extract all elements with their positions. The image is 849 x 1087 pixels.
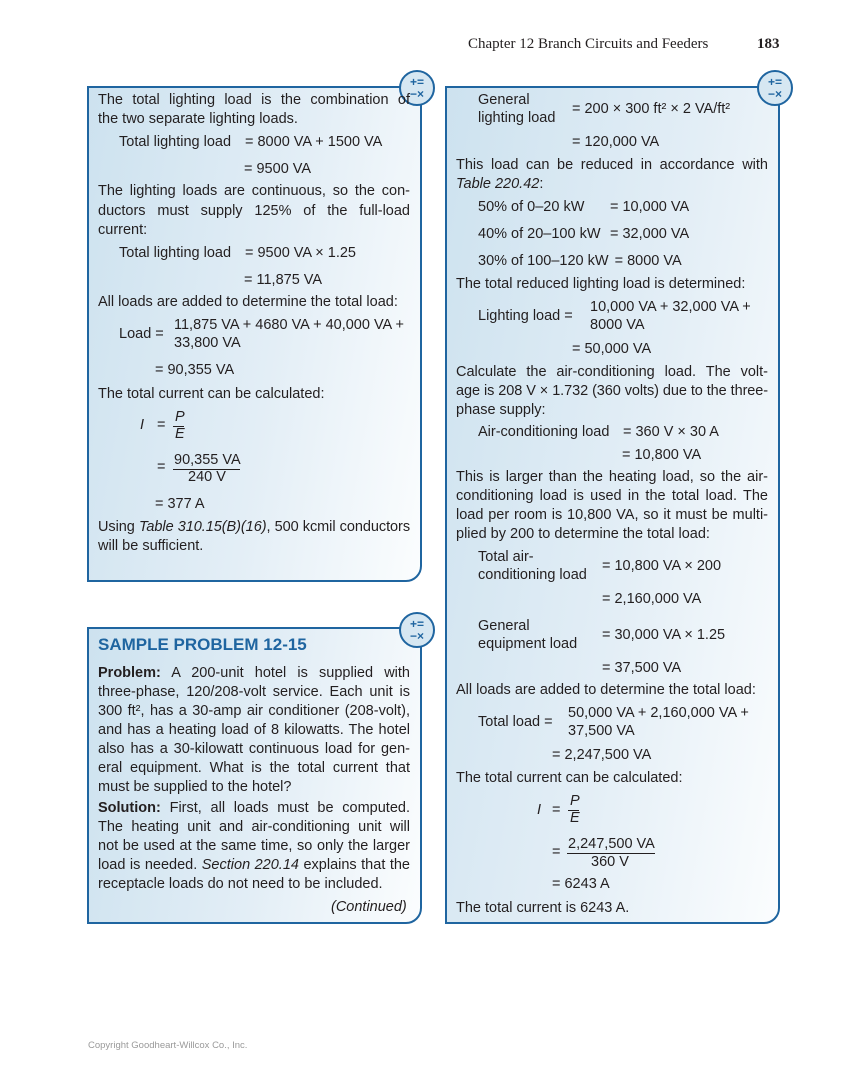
equation-row — [119, 244, 356, 262]
math-operations-icon: += −× — [757, 70, 793, 106]
fraction-numerator: 2,247,500 VA — [568, 836, 655, 852]
text-line: load per room is 10,800 VA, so it must be multi- — [456, 507, 768, 523]
text-line: Using Table 310.15(B)(16), 500 kcmil conductors — [98, 519, 411, 535]
equation-lhs: Load = — [119, 326, 164, 342]
text-line: All loads are added to determine the total load: — [456, 682, 756, 698]
text-line: load is needed. Section 220.14 explains that the — [98, 857, 410, 873]
equation-row — [119, 133, 382, 151]
text-line: three-phase, 120/208-volt service. Each unit is — [98, 684, 410, 700]
continued-label: (Continued) — [331, 899, 407, 915]
current-symbol: I — [140, 417, 145, 433]
equation-lhs: Total air- conditioning load — [478, 549, 587, 583]
text-line: must be supplied to the hotel? — [98, 779, 292, 795]
math-operations-icon: += −× — [399, 70, 435, 106]
equation-lhs: Total lighting load — [119, 245, 232, 261]
voltage-symbol: E — [175, 426, 185, 442]
voltage-symbol: E — [570, 810, 580, 826]
text-line: not be used at the same time, so only the larger — [98, 838, 410, 854]
text-line: The heating unit and air-conditioning unit will — [98, 819, 410, 835]
text-line: receptacle loads do not need to be included. — [98, 876, 383, 892]
equation-row — [478, 548, 721, 584]
equation-result: = 9500 VA — [244, 161, 312, 177]
text-line: ductors must supply 125% of the full-load — [98, 203, 410, 219]
text-line: This is larger than the heating load, so the air- — [456, 469, 768, 485]
equation-lhs: General equipment load — [478, 618, 578, 652]
text-line: The total lighting load is the combination of — [98, 92, 410, 108]
equation-result: = 11,875 VA — [244, 272, 323, 288]
equation-lhs: General lighting load — [478, 92, 556, 126]
text-line: The total current can be calculated: — [456, 770, 683, 786]
equals-sign: = — [552, 844, 561, 860]
chapter-header: Chapter 12 Branch Circuits and Feeders — [468, 36, 709, 52]
current-symbol: I — [537, 802, 542, 818]
equation-result: = 90,355 VA — [155, 362, 235, 378]
reduction-row-label: 30% of 100–120 kW — [478, 253, 609, 269]
reduction-row — [478, 225, 689, 243]
math-operations-icon: += −× — [399, 612, 435, 648]
reduction-row-label: 50% of 0–20 kW — [478, 199, 585, 215]
text-line: current: — [98, 222, 148, 238]
text-line: the two separate lighting loads. — [98, 111, 298, 127]
equation-result: = 120,000 VA — [572, 134, 660, 150]
text-line: age is 208 V × 1.732 (360 volts) due to the three- — [456, 383, 768, 399]
equation-lhs: Total load = — [478, 714, 553, 730]
text-line: Problem: A 200-unit hotel is supplied with — [98, 665, 410, 681]
copyright-footer: Copyright Goodheart-Willcox Co., Inc. — [88, 1040, 248, 1051]
reduction-row — [478, 252, 682, 270]
equation-rhs: = 10,800 VA × 200 — [602, 558, 722, 574]
equation-row — [119, 316, 404, 352]
fraction-numerator: 90,355 VA — [174, 452, 241, 468]
equation-lhs: Total lighting load — [119, 134, 232, 150]
equation-row — [478, 704, 749, 740]
equation-row — [478, 298, 751, 334]
text-line: The lighting loads are continuous, so the con- — [98, 183, 410, 199]
equation-rhs: 50,000 VA + 2,160,000 VA + 37,500 VA — [568, 705, 749, 739]
text-line: Table 220.42: — [456, 176, 544, 192]
equation-result: = 37,500 VA — [602, 660, 682, 676]
text-line: Calculate the air-conditioning load. The volt- — [456, 364, 768, 380]
equation-lhs: Lighting load = — [478, 308, 573, 324]
equation-rhs: = 360 V × 30 A — [623, 424, 719, 440]
fraction-denominator: 360 V — [591, 854, 629, 870]
power-symbol: P — [570, 793, 580, 809]
equation-row — [478, 617, 725, 653]
power-symbol: P — [175, 409, 185, 425]
text-line: plied by 200 to determine the total load: — [456, 526, 710, 542]
reduction-row-value: = 10,000 VA — [610, 199, 690, 215]
text-line: 300 ft², has a 30-amp air conditioner (208-volt), — [98, 703, 410, 719]
text-line: This load can be reduced in accordance with — [456, 157, 768, 173]
reduction-row — [478, 198, 689, 216]
table-reference: Table 220.42 — [456, 176, 540, 192]
equals-sign: = — [157, 417, 166, 433]
text-line: and has a heating load of 8 kilowatts. The hotel — [98, 722, 410, 738]
equation-result: = 6243 A — [552, 876, 610, 892]
reduction-row-value: = 32,000 VA — [610, 226, 690, 242]
equation-row — [478, 423, 719, 441]
equation-rhs: = 8000 VA + 1500 VA — [245, 134, 383, 150]
text-line: eral equipment. What is the total current that — [98, 760, 410, 776]
sample-problem-title: SAMPLE PROBLEM 12-15 — [98, 635, 307, 654]
section-reference: Section 220.14 — [201, 857, 299, 873]
equation-rhs: 10,000 VA + 32,000 VA + 8000 VA — [590, 299, 751, 333]
equation-rhs: = 200 × 300 ft² × 2 VA/ft² — [572, 101, 731, 117]
equation-result: = 50,000 VA — [572, 341, 652, 357]
page-number: 183 — [757, 36, 780, 52]
equation-result: = 2,160,000 VA — [602, 591, 702, 607]
text-line: will be sufficient. — [98, 538, 204, 554]
text-line: phase supply: — [456, 402, 546, 418]
equation-result: = 2,247,500 VA — [552, 747, 652, 763]
reduction-row-label: 40% of 20–100 kW — [478, 226, 601, 242]
equals-sign: = — [157, 459, 166, 475]
equation-lhs: Air-conditioning load — [478, 424, 610, 440]
equation-rhs: = 30,000 VA × 1.25 — [602, 627, 726, 643]
equation-result: = 377 A — [155, 496, 205, 512]
text-line: The total current is 6243 A. — [456, 900, 630, 916]
text-line: The total reduced lighting load is determined: — [456, 276, 746, 292]
equation-rhs: 11,875 VA + 4680 VA + 40,000 VA + 33,800 VA — [174, 317, 404, 351]
equation-rhs: = 9500 VA × 1.25 — [245, 245, 356, 261]
reduction-row-value: = 8000 VA — [614, 253, 682, 269]
equals-sign: = — [552, 802, 561, 818]
text-line: The total current can be calculated: — [98, 386, 325, 402]
text-line: Solution: First, all loads must be computed. — [98, 800, 410, 816]
text-line: All loads are added to determine the total load: — [98, 294, 398, 310]
equation-result: = 10,800 VA — [622, 447, 702, 463]
fraction-denominator: 240 V — [188, 469, 226, 485]
text-line: conditioning load is used in the total load. The — [456, 488, 768, 504]
equation-row — [478, 91, 730, 127]
table-reference: Table 310.15(B)(16) — [138, 519, 267, 535]
text-line: also has a 30-kilowatt continuous load for gen- — [98, 741, 410, 757]
